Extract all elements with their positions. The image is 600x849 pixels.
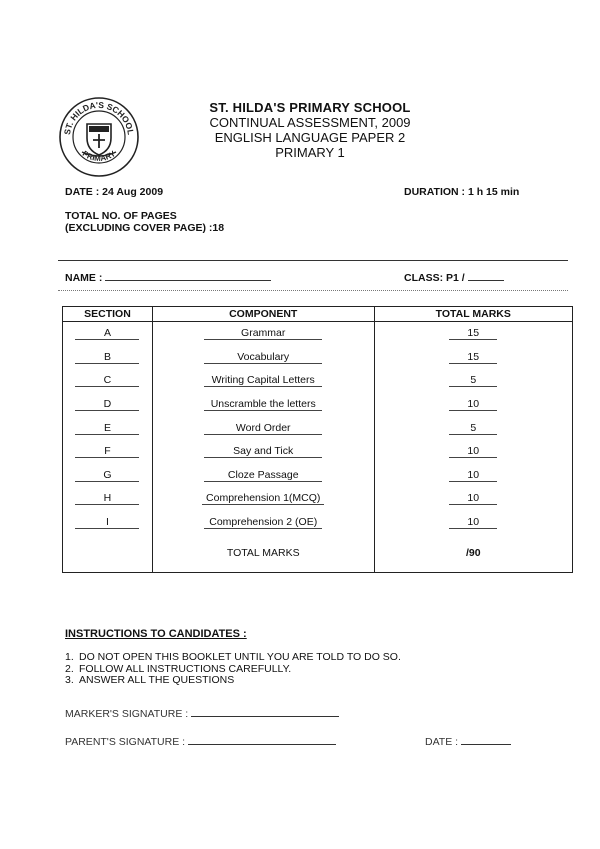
row-section: D	[75, 398, 139, 411]
marker-signature-label: MARKER'S SIGNATURE :	[65, 708, 189, 720]
table-row	[63, 346, 573, 370]
row-marks: 10	[449, 492, 497, 505]
table-total-row	[63, 534, 573, 573]
table-row	[63, 440, 573, 464]
row-component: Comprehension 2 (OE)	[204, 516, 322, 529]
list-item: 2. FOLLOW ALL INSTRUCTIONS CAREFULLY.	[65, 662, 292, 675]
row-section: G	[75, 469, 139, 482]
duration-field: DURATION : 1 h 15 min	[404, 186, 520, 198]
school-name: ST. HILDA'S PRIMARY SCHOOL	[209, 100, 411, 115]
class-field[interactable]	[404, 270, 504, 284]
row-component: Comprehension 1(MCQ)	[202, 492, 324, 505]
parent-signature-label: PARENT'S SIGNATURE :	[65, 736, 186, 748]
marks-table	[62, 306, 573, 573]
instructions-list	[65, 652, 401, 687]
date-field: DATE : 24 Aug 2009	[65, 186, 164, 198]
parent-signature-field[interactable]	[65, 734, 336, 748]
table-header-row	[63, 307, 573, 322]
name-blank-line[interactable]	[105, 270, 271, 281]
header-total-marks: TOTAL MARKS	[374, 307, 572, 322]
table-row	[63, 416, 573, 440]
row-section: A	[75, 327, 139, 340]
date-signature-field[interactable]	[425, 734, 511, 748]
row-section: B	[75, 351, 139, 364]
row-component: Vocabulary	[204, 351, 322, 364]
name-label: NAME :	[65, 272, 103, 284]
pages-line-2: (EXCLUDING COVER PAGE) :18	[65, 222, 225, 234]
list-item: 3. ANSWER ALL THE QUESTIONS	[65, 674, 235, 686]
crest-top-text: ST. HILDA'S SCHOOL	[62, 99, 136, 136]
table-row	[63, 322, 573, 346]
class-label: CLASS: P1 /	[404, 272, 465, 284]
row-component: Grammar	[204, 327, 322, 340]
divider-top	[58, 260, 568, 261]
row-marks: 10	[449, 445, 497, 458]
row-component: Unscramble the letters	[204, 398, 322, 411]
row-marks: 10	[449, 398, 497, 411]
row-section: C	[75, 374, 139, 387]
name-field[interactable]	[65, 270, 271, 284]
row-component: Cloze Passage	[204, 469, 322, 482]
assessment-title: CONTINUAL ASSESSMENT, 2009	[209, 115, 411, 130]
table-row	[63, 369, 573, 393]
row-component: Say and Tick	[204, 445, 322, 458]
parent-signature-line[interactable]	[188, 734, 336, 745]
date-signature-line[interactable]	[461, 734, 511, 745]
row-section: F	[75, 445, 139, 458]
total-marks-label: TOTAL MARKS	[152, 534, 374, 573]
row-component: Word Order	[204, 422, 322, 435]
row-marks: 15	[449, 351, 497, 364]
instructions-title: INSTRUCTIONS TO CANDIDATES :	[65, 628, 247, 640]
date-signature-label: DATE :	[425, 736, 459, 748]
row-marks: 5	[449, 374, 497, 387]
paper-title: ENGLISH LANGUAGE PAPER 2	[214, 130, 406, 145]
school-crest-logo	[58, 96, 140, 178]
row-marks: 10	[449, 516, 497, 529]
total-pages-field	[65, 210, 224, 234]
row-component: Writing Capital Letters	[204, 374, 322, 387]
marker-signature-field[interactable]	[65, 706, 339, 720]
school-header	[175, 100, 445, 160]
pages-line-1: TOTAL NO. OF PAGES	[65, 210, 177, 222]
marker-signature-line[interactable]	[191, 706, 339, 717]
table-row	[63, 393, 573, 417]
row-marks: 10	[449, 469, 497, 482]
row-section: I	[75, 516, 139, 529]
level-title: PRIMARY 1	[275, 145, 345, 160]
divider-dotted	[58, 290, 568, 291]
table-row	[63, 464, 573, 488]
table-row	[63, 487, 573, 511]
total-marks-value: /90	[374, 534, 572, 573]
row-marks: 15	[449, 327, 497, 340]
header-section: SECTION	[63, 307, 153, 322]
row-marks: 5	[449, 422, 497, 435]
class-blank-line[interactable]	[468, 270, 504, 281]
row-section: E	[75, 422, 139, 435]
row-section: H	[75, 492, 139, 505]
list-item: 1. DO NOT OPEN THIS BOOKLET UNTIL YOU ARE TOLD TO DO SO.	[65, 651, 401, 663]
header-component: COMPONENT	[152, 307, 374, 322]
table-row	[63, 511, 573, 535]
crest-bottom-text: PRIMARY	[80, 149, 118, 164]
